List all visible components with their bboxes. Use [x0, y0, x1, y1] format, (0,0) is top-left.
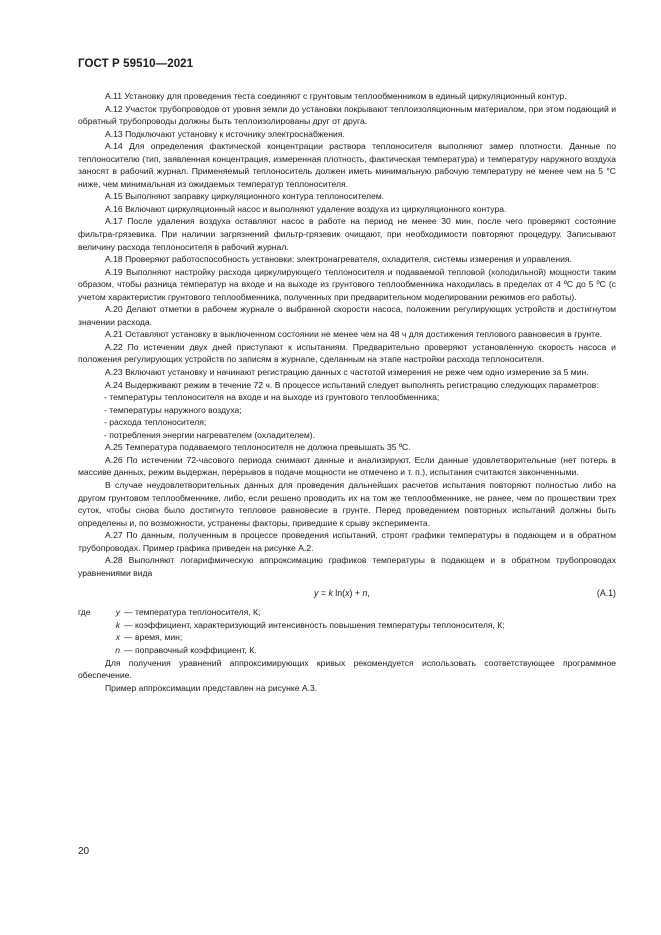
where-desc: — коэффициент, характеризующий интенсивность повышения температуры теплоносителя, К; — [124, 619, 505, 630]
paragraph-a17: А.17 После удаления воздуха оставляют насос в работе на период не менее 30 мин, после чего проверяют состояние фильтра-грязевика. При наличии загрязнений фильтр-грязевик очищают, при необходимости повторяют процедуру. Записывают величину расхода теплоносителя в рабочий журнал. — [78, 216, 616, 252]
where-var: k — [115, 619, 120, 630]
paragraph-a18: А.18 Проверяют работоспособность установки: электронагревателя, охладителя, системы измерения и управления. — [105, 254, 572, 265]
where-var: x — [115, 632, 120, 643]
where-desc: — поправочный коэффициент, К. — [124, 644, 257, 655]
list-item: - температуры теплоносителя на входе и на выходе из грунтового теплообменника; — [104, 392, 440, 403]
paragraph-a26: А.26 По истечении 72-часового периода снимают данные и анализируют. Если данные удовлетворительные (нет потерь в массиве данных, режим выдержан, перерывов в подаче мощности не отмечено и т. п.), испытания считаются законченными. — [78, 454, 616, 478]
where-row — [78, 606, 616, 619]
paragraph-a24: А.24 Выдерживают режим в течение 72 ч. В процессе испытаний следует выполнять регистрацию следующих параметров: — [105, 379, 599, 390]
where-desc: — температура теплоносителя, К; — [124, 607, 261, 618]
list-item: - потребления энергии нагревателем (охладителем). — [104, 429, 316, 440]
where-row — [78, 644, 616, 657]
list-item: - расхода теплоносителя; — [104, 417, 207, 428]
paragraph-a20: А.20 Делают отметки в рабочем журнале о выбранной скорости насоса, положении регулирующих устройств и достигнутом значении расхода. — [78, 304, 616, 327]
paragraph-a21: А.21 Оставляют установку в выключенном состоянии не менее чем на 48 ч для достижения теплового равновесия в грунте. — [105, 329, 603, 340]
paragraph-a25: А.25 Температура подаваемого теплоносителя не должна превышать 35 ºС. — [105, 442, 411, 453]
where-var: y — [115, 607, 120, 618]
where-lead: где — [78, 607, 91, 618]
formula-number: (А.1) — [596, 588, 616, 599]
formula-row — [78, 579, 616, 606]
list-item: - температуры наружного воздуха; — [104, 404, 242, 415]
paragraph-repeat-tests: В случае неудовлетворительных данных для проведения дальнейших расчетов испытания повторяют полностью либо на другом грунтовом теплообменнике, либо, если решено проводить их на том же теплообменнике, не ранее, чем по прошествии трех суток, чтобы снова было достигнуто тепловое равновесие в грунте. Перед проведением повторных испытаний должны быть определены и, по возможности, устранены факторы, приведшие к срыву эксперимента. — [78, 479, 616, 528]
document-header: ГОСТ Р 59510—2021 — [78, 58, 194, 70]
page-number: 20 — [78, 846, 90, 857]
where-var: n — [115, 644, 120, 655]
paragraph-a23: А.23 Включают установку и начинают регистрацию данных с частотой измерения не реже чем одно измерение за 5 мин. — [105, 367, 589, 378]
paragraph-a12: А.12 Участок трубопроводов от уровня земли до установки покрывают теплоизоляционным материалом, при этом подающий и обратный трубопроводы должны быть теплоизолированы друг от друга. — [78, 103, 616, 127]
paragraph-software: Для получения уравнений аппроксимирующих кривых рекомендуется использовать соответствующее программное обеспечение. — [78, 657, 616, 681]
paragraph-a28: А.28 Выполняют логарифмическую аппроксимацию графиков температуры в подающем и в обратном трубопроводах уравнениями вида — [78, 555, 616, 578]
paragraph-a14: А.14 Для определения фактической концентрации раствора теплоносителя выполняют замер плотности. Данные по теплоносителю (тип, заявленная концентрация, измеренная плотность, фактическая температура) и температуру наружного воздуха заносят в рабочий журнал. Применяемый теплоноситель должен иметь минимальную рабочую температуру не менее чем на 5 °С ниже, чем минимальная из ожидаемых температур теплоносителя. — [78, 141, 616, 189]
paragraph-a27: А.27 По данным, полученным в процессе проведения испытаний, строят графики температуры в подающем и в обратном трубопроводах. Пример графика приведен на рисунке А.2. — [78, 530, 616, 553]
paragraph-a13: А.13 Подключают установку к источнику электроснабжения. — [105, 128, 345, 139]
paragraph-example: Пример аппроксимации представлен на рисунке А.3. — [105, 682, 318, 693]
paragraph-a22: А.22 По истечении двух дней приступают к испытаниям. Предварительно проверяют установленную скорость насоса и положения регулирующих устройств по записям в журнале, сделанным на этапе настройки расхода теплоносителя. — [78, 341, 616, 365]
paragraph-a19: А.19 Выполняют настройку расхода циркулирующего теплоносителя и подаваемой тепловой (холодильной) мощности таким образом, чтобы разница температур на входе и на выходе из грунтового теплообменника находилась в пределах от 4 ºС до 5 ºС (с учетом характеристик грунтового теплообменника, полученных при предварительном моделировании режимов его работы). — [78, 266, 616, 302]
formula: y = k ln(x) + n, — [314, 588, 370, 599]
where-desc: — время, мин; — [124, 632, 183, 643]
paragraph-a15: А.15 Выполняют заправку циркуляционного контура теплоносителем. — [105, 191, 385, 202]
document-body — [78, 90, 616, 694]
where-row — [78, 619, 616, 632]
where-row — [78, 631, 616, 644]
paragraph-a11: А.11 Установку для проведения теста соединяют с грунтовым теплообменником в единый циркуляционный контур. — [105, 91, 567, 101]
paragraph-a16: А.16 Включают циркуляционный насос и выполняют удаление воздуха из циркуляционного контура. — [105, 203, 507, 214]
